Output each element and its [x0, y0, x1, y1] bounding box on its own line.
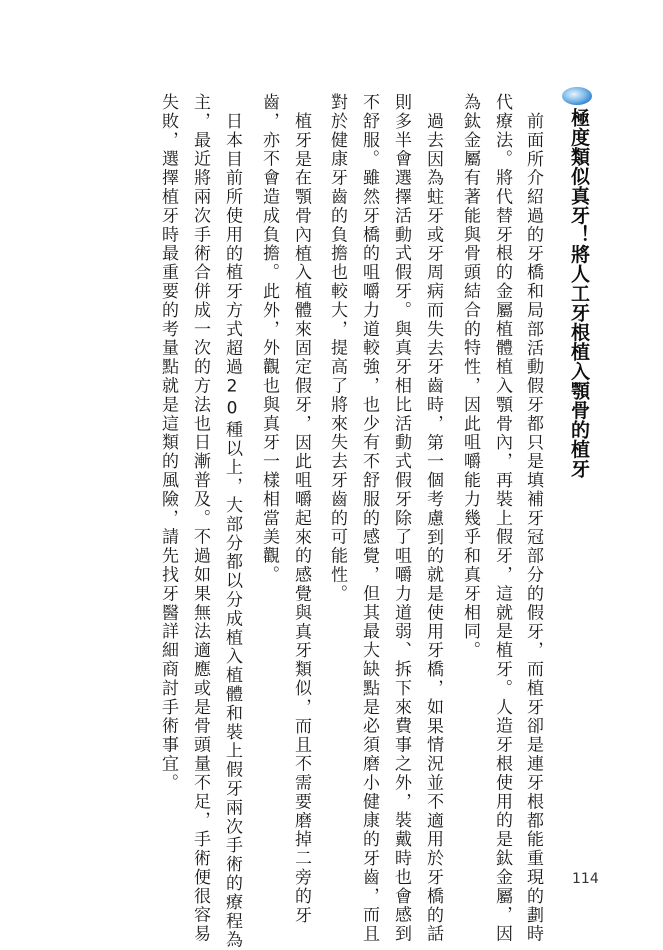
paragraph-line: 代療法。將代替牙根的金屬植體植入顎骨內，再裝上假牙，這就是植牙。人造牙根使用的是鈦金屬，因: [492, 93, 512, 944]
page-number: 114: [572, 871, 599, 887]
paragraph-line: 前面所介紹過的牙橋和局部活動假牙都只是填補牙冠部分的假牙，而植牙卻是連牙根都能重現的劃時: [523, 112, 543, 944]
paragraph-line: 失敗，選擇植牙時最重要的考量點就是這類的風險，請先找牙醫詳細商討手術事宜。: [158, 93, 178, 793]
paragraph-line: 對於健康牙齒的負擔也較大，提高了將來失去牙齒的可能性。: [327, 93, 347, 604]
paragraph-line: 日本目前所使用的植牙方式超過20種以上，大部分都以分成植入植體和裝上假牙兩次手術的療程為: [222, 112, 242, 950]
paragraph-line: 齒，亦不會造成負擔。此外，外觀也與真牙一樣相當美觀。: [259, 93, 279, 585]
paragraph-line: 則多半會選擇活動式假牙。與真牙相比活動式假牙除了咀嚼力道弱、拆下來費事之外，裝戴時也會感到: [391, 93, 411, 944]
paragraph-line: 不舒服。雖然牙橋的咀嚼力道較強，也少有不舒服的感覺，但其最大缺點是必須磨小健康的牙齒，而且: [359, 93, 379, 944]
section-heading: 極度類似真牙！將人工牙根植入顎骨的植牙: [568, 108, 590, 479]
paragraph-line: 主，最近將兩次手術合併成一次的方法也日漸普及。不過如果無法適應或是骨頭量不足，手術便很容易: [190, 93, 210, 944]
section-bullet-icon: [561, 86, 593, 106]
paragraph-line: 過去因為蛀牙或牙周病而失去牙齒時，第一個考慮到的就是使用牙橋，如果情況並不適用於牙橋的話: [423, 112, 443, 944]
paragraph-line: 植牙是在顎骨內植入植體來固定假牙，因此咀嚼起來的感覺與真牙類似，而且不需要磨掉二旁的牙: [291, 112, 311, 925]
paragraph-line: 為鈦金屬有著能與骨頭結合的特性，因此咀嚼能力幾乎和真牙相同。: [460, 93, 480, 660]
